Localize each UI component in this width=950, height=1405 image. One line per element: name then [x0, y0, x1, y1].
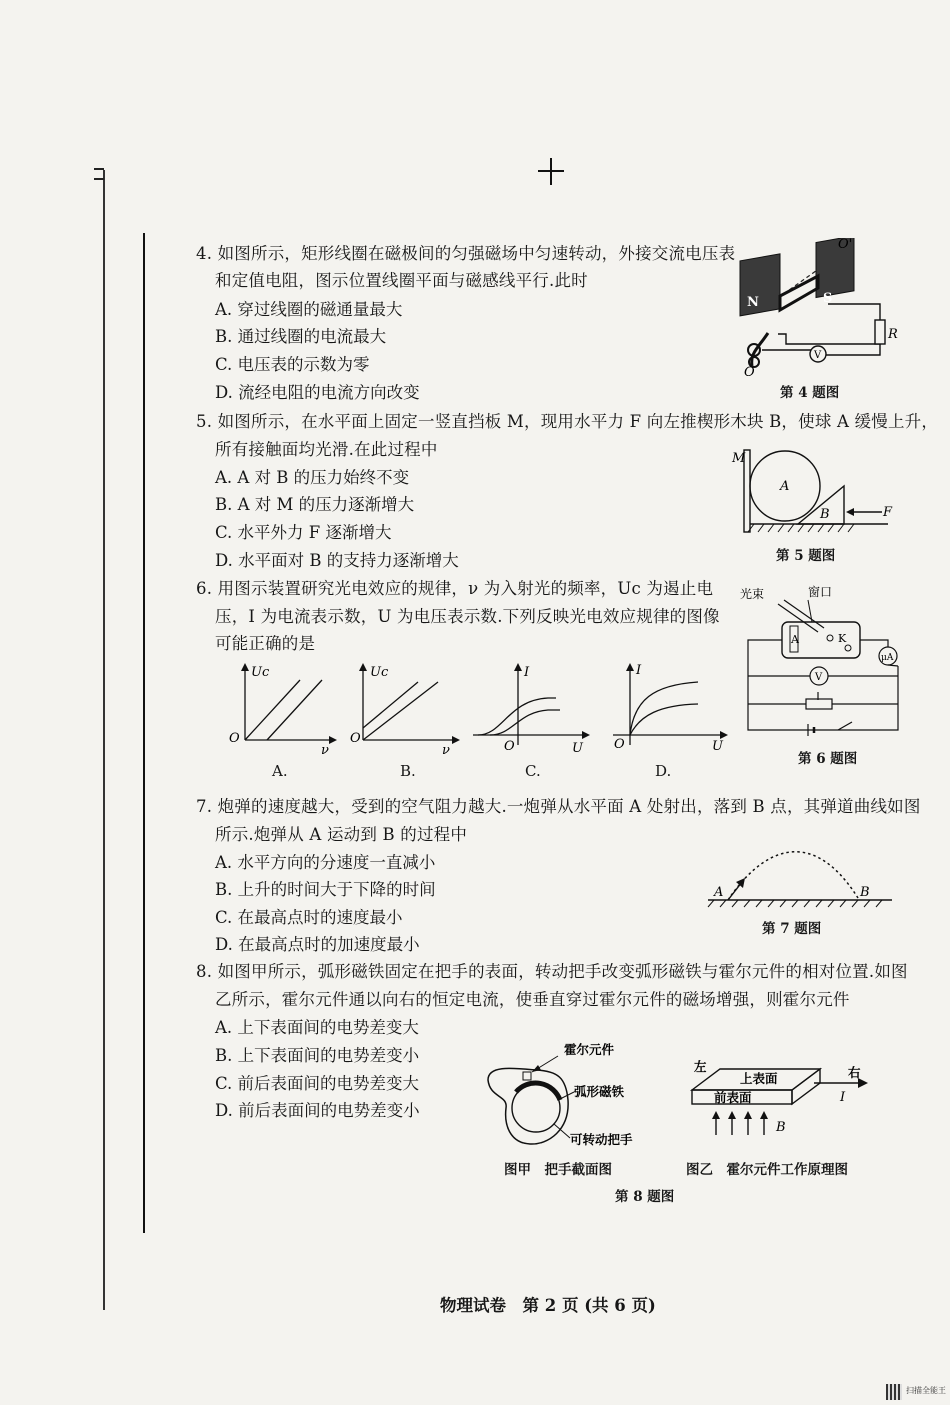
q4-label-o-prime: O' — [838, 238, 853, 252]
q6-label-a: A — [791, 633, 799, 646]
q8-label-handle: 可转动把手 — [570, 1132, 633, 1147]
q5-option-d[interactable]: D. 水平面对 B 的支持力逐渐增大 — [215, 551, 459, 570]
q8-option-a[interactable]: A. 上下表面间的电势差变大 — [215, 1018, 419, 1037]
q6-graph-c-xlabel: U — [572, 741, 583, 755]
center-cross-mark — [550, 158, 552, 185]
page-margin-line — [103, 170, 105, 1310]
q6-graph-a[interactable] — [225, 660, 340, 755]
q4-option-b[interactable]: B. 通过线圈的电流最大 — [215, 327, 387, 346]
q8-fig-jia-caption: 图甲 把手截面图 — [504, 1162, 612, 1178]
q6-graph-d-xlabel: U — [712, 739, 723, 754]
q6-graph-d-ylabel: I — [636, 663, 642, 678]
q6-graph-d-letter[interactable]: D. — [655, 762, 672, 780]
q7-label-b: B — [860, 885, 870, 900]
q8-label-i: I — [840, 1090, 846, 1105]
q4-label-n: N — [747, 295, 759, 310]
q6-graph-c-origin: O — [504, 739, 515, 754]
q4-option-a[interactable]: A. 穿过线圈的磁通量最大 — [215, 300, 403, 319]
q4-label-s: S — [823, 291, 833, 306]
q4-option-c[interactable]: C. 电压表的示数为零 — [215, 355, 370, 374]
q8-stem-line1: 8. 如图甲所示，弧形磁铁固定在把手的表面，转动把手改变弧形磁铁与霍尔元件的相对位置.如图 — [196, 962, 908, 981]
q6-graph-d[interactable] — [608, 660, 730, 755]
crop-mark — [94, 168, 104, 170]
binding-line — [143, 233, 145, 1233]
q6-graph-b-xlabel: ν — [442, 743, 450, 755]
q6-stem-line2: 压，I 为电流表示数，U 为电压表示数.下列反映光电效应规律的图像 — [215, 607, 720, 626]
q8-stem-line2: 乙所示，霍尔元件通以向右的恒定电流，使垂直穿过霍尔元件的磁场增强，则霍尔元件 — [215, 990, 850, 1009]
q8-figure-handle — [478, 1040, 668, 1150]
q6-graph-c-letter[interactable]: C. — [525, 762, 541, 780]
q6-graph-a-origin: O — [229, 731, 240, 746]
q6-graph-c-ylabel: I — [524, 665, 530, 680]
q7-option-a[interactable]: A. 水平方向的分速度一直减小 — [215, 853, 436, 872]
watermark-text: 扫描全能王 — [906, 1386, 946, 1395]
q6-graph-c[interactable] — [468, 660, 593, 755]
q5-label-b: B — [820, 507, 830, 522]
q8-label-front: 前表面 — [714, 1090, 752, 1105]
q7-option-b[interactable]: B. 上升的时间大于下降的时间 — [215, 880, 436, 899]
q6-graph-a-letter[interactable]: A. — [272, 762, 288, 780]
q6-graph-b-ylabel: Uc — [370, 665, 389, 680]
q5-stem-line2: 所有接触面均光滑.在此过程中 — [215, 440, 438, 459]
q7-stem-line2: 所示.炮弹从 A 运动到 B 的过程中 — [215, 825, 468, 844]
q6-stem-line1: 6. 用图示装置研究光电效应的规律，ν 为入射光的频率，Uc 为遏止电 — [196, 579, 714, 598]
q8-label-b: B — [776, 1120, 786, 1135]
crop-mark — [94, 178, 104, 180]
q4-figure-generator — [728, 238, 908, 378]
q5-stem-line1: 5. 如图所示，在水平面上固定一竖直挡板 M，现用水平力 F 向左推楔形木块 B，使球 A 缓慢上升， — [196, 412, 939, 431]
q7-stem-line1: 7. 炮弹的速度越大，受到的空气阻力越大.一炮弹从水平面 A 处射出，落到 B 点，其弹道曲线如图 — [196, 797, 921, 816]
q8-caption: 第 8 题图 — [615, 1189, 675, 1205]
q4-caption: 第 4 题图 — [780, 385, 840, 401]
q4-label-v: V — [814, 350, 822, 361]
q5-label-a: A — [780, 479, 790, 494]
q6-graph-b[interactable] — [348, 660, 463, 755]
q6-graph-d-origin: O — [614, 737, 625, 752]
page-footer: 物理试卷 第 2 页 (共 6 页) — [440, 1296, 656, 1315]
q8-label-left: 左 — [694, 1059, 707, 1074]
q6-graph-a-ylabel: Uc — [251, 665, 270, 680]
q4-option-d[interactable]: D. 流经电阻的电流方向改变 — [215, 383, 420, 402]
q6-label-beam: 光束 — [740, 587, 765, 601]
q6-label-v: V — [815, 672, 823, 683]
q8-figure-hall-element — [684, 1055, 884, 1140]
q5-label-m: M — [732, 451, 746, 466]
q8-option-c[interactable]: C. 前后表面间的电势差变大 — [215, 1074, 420, 1093]
q5-option-c[interactable]: C. 水平外力 F 逐渐增大 — [215, 523, 392, 542]
q5-caption: 第 5 题图 — [776, 548, 836, 564]
q6-caption: 第 6 题图 — [798, 751, 858, 767]
q6-figure-circuit — [738, 582, 910, 744]
q8-label-hall: 霍尔元件 — [564, 1042, 615, 1057]
q8-option-b[interactable]: B. 上下表面间的电势差变小 — [215, 1046, 420, 1065]
q7-option-d[interactable]: D. 在最高点时的加速度最小 — [215, 935, 420, 954]
q7-caption: 第 7 题图 — [762, 921, 822, 937]
q7-label-a: A — [714, 885, 724, 900]
q4-stem-line2: 和定值电阻，图示位置线圈平面与磁感线平行.此时 — [215, 271, 588, 290]
q6-stem-line3: 可能正确的是 — [215, 634, 316, 653]
q8-option-d[interactable]: D. 前后表面间的电势差变小 — [215, 1101, 420, 1120]
q8-fig-yi-caption: 图乙 霍尔元件工作原理图 — [686, 1162, 848, 1178]
q6-label-k: K — [838, 632, 847, 645]
q4-stem-line1: 4. 如图所示，矩形线圈在磁极间的匀强磁场中匀速转动，外接交流电压表 — [196, 244, 736, 263]
watermark-qr-icon — [886, 1384, 902, 1400]
q6-graph-b-origin: O — [350, 731, 361, 746]
q4-label-o: O — [744, 365, 755, 378]
q5-option-b[interactable]: B. A 对 M 的压力逐渐增大 — [215, 495, 415, 514]
q8-label-top: 上表面 — [740, 1071, 778, 1086]
q6-label-ua: μA — [881, 653, 894, 663]
q8-label-magnet: 弧形磁铁 — [574, 1084, 625, 1099]
q5-label-f: F — [883, 505, 893, 520]
q4-label-r: R — [888, 327, 898, 342]
q7-figure-trajectory — [700, 832, 900, 912]
q7-option-c[interactable]: C. 在最高点时的速度最小 — [215, 908, 403, 927]
q6-graph-a-xlabel: ν — [321, 743, 329, 755]
q8-label-right: 右 — [848, 1065, 861, 1080]
q5-figure-wedge — [728, 448, 898, 540]
q6-label-window: 窗口 — [808, 585, 833, 599]
q5-option-a[interactable]: A. A 对 B 的压力始终不变 — [215, 468, 410, 487]
q6-graph-b-letter[interactable]: B. — [400, 762, 416, 780]
